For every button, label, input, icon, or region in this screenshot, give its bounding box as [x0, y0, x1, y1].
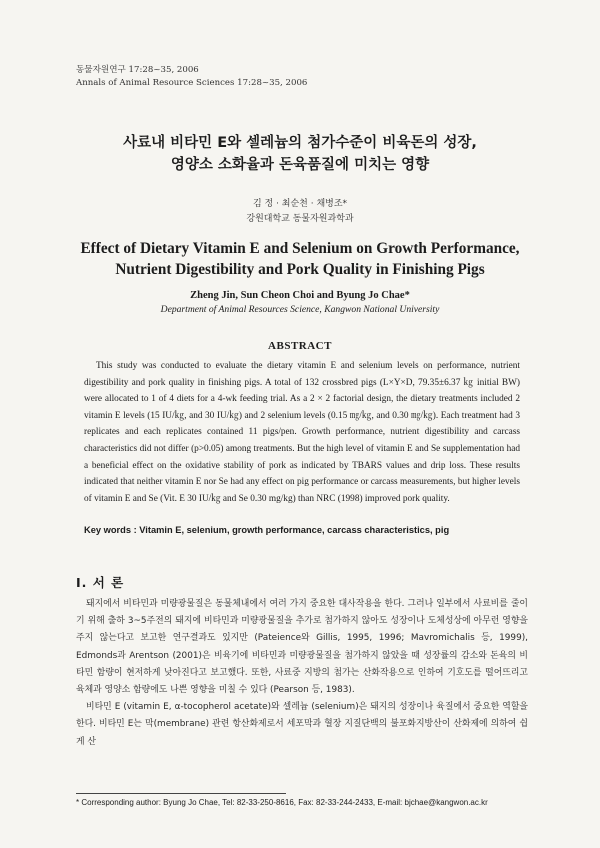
korean-authors: 김 정 · 최순천 · 채병조* [252, 199, 348, 209]
abstract-text: This study was conducted to evaluate the dietary vitamin E and selenium levels on performance, nutrient digestibility and pork quality in finishing pigs. A total of 132 crossbred pigs (L×Y×D, 79.35±6.37 ㎏ initial BW) were allocated to 1 of 4 diets for a 4-wk feeding trial. As a 2 × 2 factorial design, the dietary treatments included 2 vitamin E levels (15 IU/㎏, and 30 IU/㎏) and 2 selenium levels (0.15 ㎎/㎏, and 0.30 ㎎/㎏). Each treatment had 3 replicates and each replicates contained 11 pigs/pen. Growth performance, nutrient digestibility and carcass characteristics did not differ (p>0.05) among treatments. But the high level of vitamin E and Se supplementation had a beneficial effect on the oxidative stability of pork as indicated by TBARS values and drip loss. These results indicated that neither vitamin E nor Se had any effect on pig performance or carcass measurements, but higher levels of vitamin E and Se (Vit. E 30 IU/㎏ and Se 0.30 mg/kg) than NRC (1998) improved pork quality. [84, 361, 520, 504]
korean-title-line-2: 영양소 소화율과 돈육품질에 미치는 영향 [170, 157, 430, 173]
section-heading-introduction: Ⅰ. 서 론 [76, 575, 125, 590]
english-affiliation: Department of Animal Resources Science, Kangwon National University [160, 304, 440, 315]
english-title-line-2: Nutrient Digestibility and Pork Quality in Finishing Pigs [115, 261, 485, 278]
english-title-line-1: Effect of Dietary Vitamin E and Selenium on Growth Performance, [80, 240, 520, 257]
footnote-divider [76, 793, 286, 794]
abstract-heading: ABSTRACT [268, 340, 332, 352]
korean-affiliation: 강원대학교 동물자원과학과 [246, 214, 354, 224]
corresponding-author-footnote: * Corresponding author: Byung Jo Chae, Tel: 82-33-250-8616, Fax: 82-33-244-2433, E-mail: bjchae@kangwon.ac.kr [76, 798, 488, 807]
keywords: Key words : Vitamin E, selenium, growth performance, carcass characteristics, pig [84, 525, 450, 535]
introduction-body [76, 596, 528, 751]
journal-citation-ko: 동물자원연구 17:28~35, 2006 [76, 65, 199, 75]
journal-header [76, 64, 307, 90]
english-authors: Zheng Jin, Sun Cheon Choi and Byung Jo Chae* [190, 290, 410, 301]
introduction-paragraph-2: 비타민 E (vitamin E, α-tocopherol acetate)와 셀레늄 (selenium)은 돼지의 성장이나 육질에서 중요한 역할을 한다. 비타민 E는 막(membrane) 관련 항산화제로서 세포막과 혈장 지질단백의 불포화지방산이 산화제에 의하여 쉽게 산 [76, 702, 528, 747]
korean-authors-block [0, 197, 600, 227]
introduction-paragraph-1: 돼지에서 비타민과 미량광물질은 동물체내에서 여러 가지 중요한 대사작용을 한다. 그러나 일부에서 사료비를 줄이기 위해 출하 3~5주전의 돼지에 비타민과 미량광물질을 추가로 첨가하지 않아도 성장이나 도체성상에 아무런 영향을 주지 않는다고 보고한 연구결과도 있지만 (Pateience와 Gillis, 1995, 1996; Mavromichalis 등, 1999), Edmonds과 Arentson (2001)은 비육기에 비타민과 미량광물질을 첨가하지 않았을 때 성장률의 감소와 돈육의 비타민 함량이 현저하게 낮아진다고 보고했다. 또한, 사료중 지방의 첨가는 산화작용으로 인하여 기호도를 떨어뜨리고 육체과 영양소 함량에도 나쁜 영향을 미칠 수 있다 (Pearson 등, 1983). [76, 599, 528, 696]
korean-title [0, 132, 600, 176]
english-title [0, 238, 600, 280]
journal-citation-en: Annals of Animal Resource Sciences 17:28~35, 2006 [76, 78, 308, 88]
korean-title-line-1: 사료내 비타민 E와 셀레늄의 첨가수준이 비육돈의 성장, [123, 135, 477, 151]
